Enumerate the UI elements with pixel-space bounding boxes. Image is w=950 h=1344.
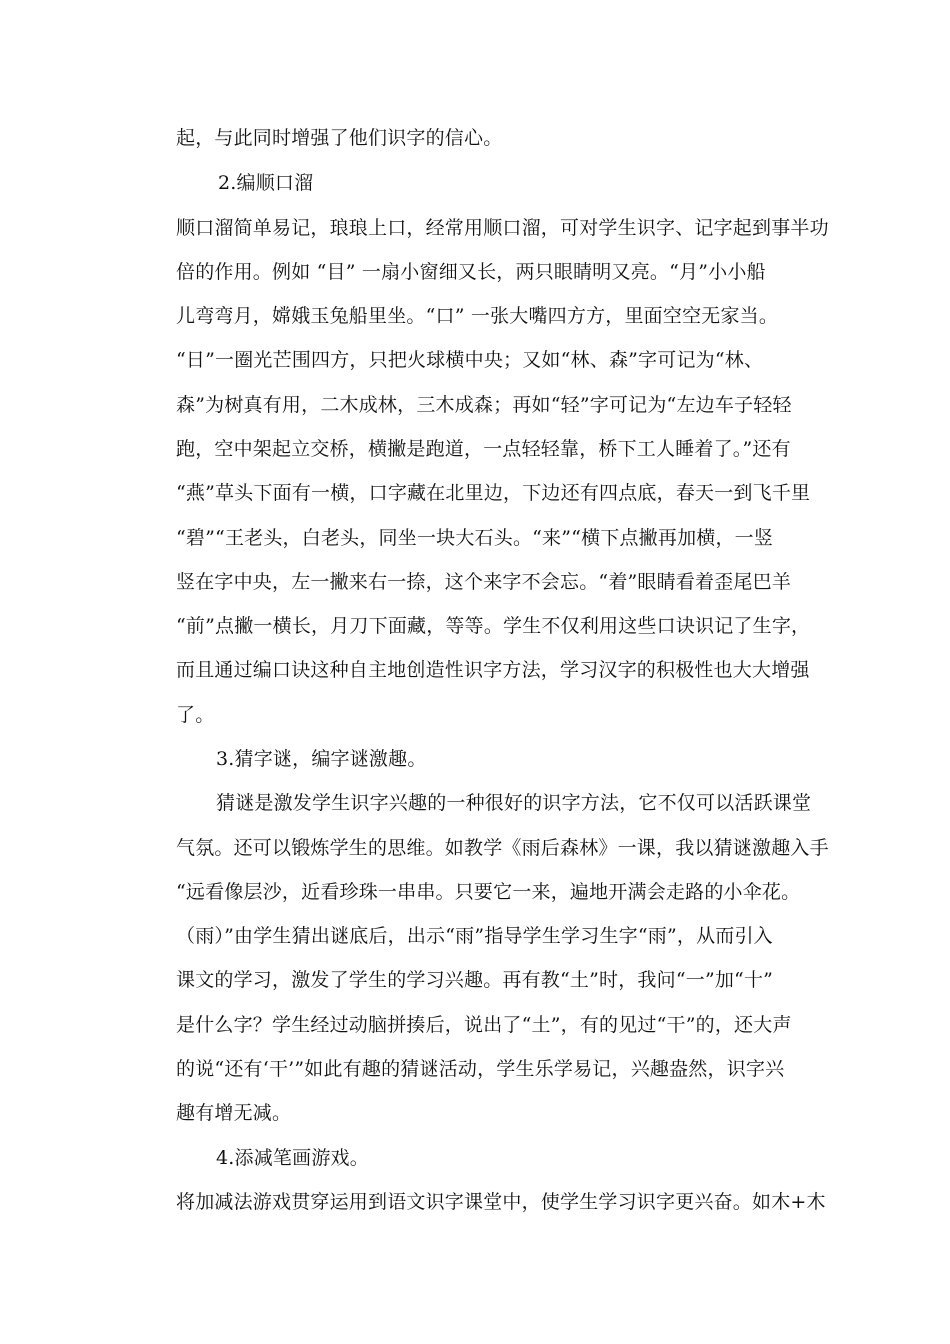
paragraph-line: “前”点撇一横长，月刀下面藏，等等。学生不仅利用这些口诀识记了生字， [176,615,811,637]
paragraph-line: 儿弯弯月，嫦娥玉兔船里坐。“口” 一张大嘴四方方，里面空空无家当。 [176,305,779,327]
section-heading: 2.编顺口溜 [218,172,314,194]
paragraph-line: 起，与此同时增强了他们识字的信心。 [176,127,503,149]
paragraph-line: 是什么字？学生经过动脑拼揍后，说出了“土”，有的见过“干”的，还大声 [176,1014,792,1036]
paragraph-line: 跑，空中架起立交桥，横撇是跑道，一点轻轻靠，桥下工人睡着了。”还有 [176,438,791,460]
paragraph-line: 森”为树真有用，二木成林，三木成森；再如“轻”字可记为“左边车子轻轻 [176,394,792,416]
paragraph-line: 猜谜是激发学生识字兴趣的一种很好的识字方法，它不仅可以活跃课堂 [216,792,812,814]
paragraph-line: 气氛。还可以锻炼学生的思维。如教学《雨后森林》一课，我以猜谜激趣入手 [176,837,829,859]
paragraph-line: 而且通过编口诀这种自主地创造性识字方法，学习汉字的积极性也大大增强 [176,659,810,681]
paragraph-line: 倍的作用。例如 “目” 一扇小窗细又长，两只眼睛明又亮。“月”小小船 [176,261,766,283]
paragraph-line: 将加减法游戏贯穿运用到语文识字课堂中，使学生学习识字更兴奋。如木+木 [176,1191,826,1213]
paragraph-line: “远看像层沙，近看珍珠一串串。只要它一来，遍地开满会走路的小伞花。 [176,881,801,903]
section-heading: 4.添减笔画游戏。 [216,1147,369,1169]
paragraph-line: （雨）”由学生猜出谜底后，出示“雨”指导学生学习生字“雨”，从而引入 [176,925,773,947]
paragraph-line: 趣有增无减。 [176,1102,292,1124]
paragraph-line: “碧”“王老头，白老头，同坐一块大石头。“来”“横下点撇再加横，一竖 [176,527,774,549]
paragraph-line: 的说“还有‘干’”如此有趣的猜谜活动，学生乐学易记，兴趣盎然，识字兴 [176,1058,785,1080]
paragraph-line: “燕”草头下面有一横，口字藏在北里边，下边还有四点底，春天一到飞千里 [176,482,811,504]
paragraph-line: 了。 [176,704,215,726]
paragraph-line: “日”一圈光芒围四方，只把火球横中央；又如“林、森”字可记为“林、 [176,349,764,371]
paragraph-line: 竖在字中央，左一撇来右一捺，这个来字不会忘。“着”眼睛看着歪尾巴羊 [176,571,792,593]
paragraph-line: 顺口溜简单易记，琅琅上口，经常用顺口溜，可对学生识字、记字起到事半功 [176,217,829,239]
paragraph-line: 课文的学习，激发了学生的学习兴趣。再有教“土”时，我问“一”加“十” [176,969,774,991]
section-heading: 3.猜字谜，编字谜激趣。 [216,748,427,770]
